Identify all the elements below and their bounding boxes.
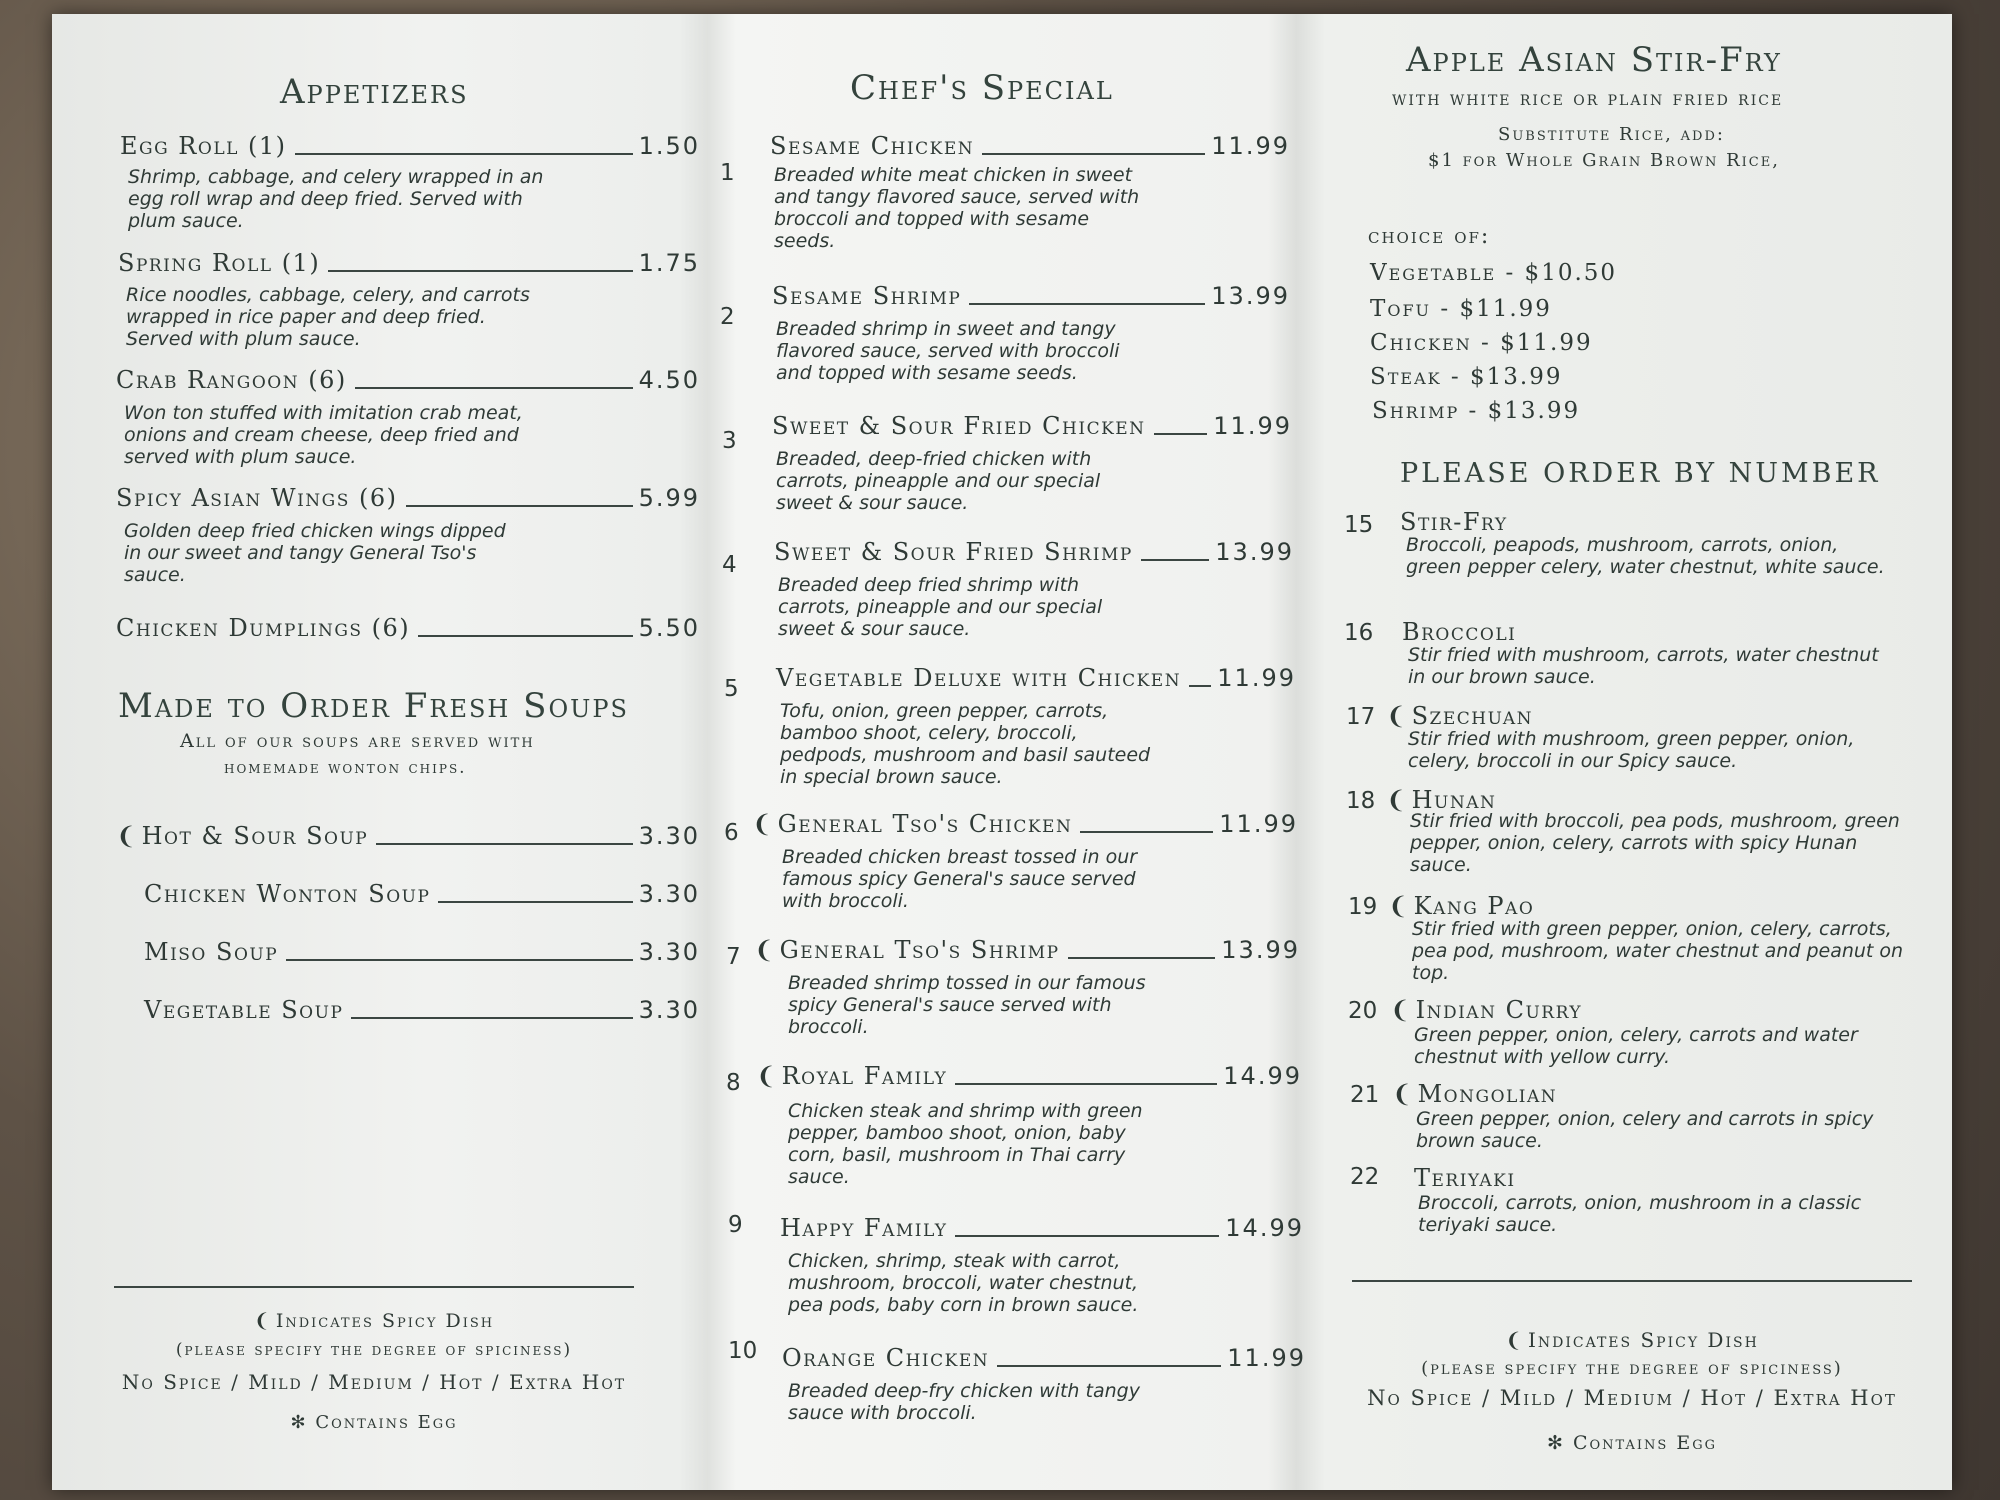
spiciness-note: (please specify the degree of spiciness) — [1421, 1358, 1843, 1379]
item-name — [1392, 1080, 1557, 1108]
item-name: Crab Rangoon (6) — [116, 366, 347, 394]
menu-item — [120, 132, 700, 160]
item-name — [116, 822, 368, 850]
chili-icon: ❨ — [756, 1062, 778, 1090]
item-number: 7 — [726, 944, 741, 970]
choice-label: choice of: — [1368, 224, 1491, 249]
item-name: Vegetable Deluxe with Chicken — [776, 664, 1182, 692]
item-name-text: General Tso's Chicken — [777, 810, 1073, 838]
menu-item — [118, 249, 700, 277]
item-name: Happy Family — [780, 1214, 948, 1242]
item-name: Miso Soup — [144, 938, 279, 966]
item-description: Golden deep fried chicken wings dipped in our sweet and tangy General Tso's sauce. — [124, 520, 506, 586]
item-description: Breaded shrimp tossed in our famous spicy General's sauce served with broccoli. — [788, 972, 1146, 1038]
leader-line — [1154, 433, 1208, 435]
spicy-legend-text: Indicates Spicy Dish — [275, 1310, 495, 1332]
egg-legend — [114, 1412, 634, 1433]
item-price: 3.30 — [638, 822, 700, 850]
item-number: 17 — [1346, 704, 1376, 730]
item-name: Sweet & Sour Fried Chicken — [772, 412, 1146, 440]
menu-item — [116, 822, 700, 850]
leader-line — [406, 505, 633, 507]
item-name: Stir-Fry — [1400, 508, 1508, 536]
menu-item — [774, 538, 1294, 566]
leader-line — [982, 153, 1205, 155]
item-name-text: Mongolian — [1417, 1080, 1558, 1108]
item-name-text: Indian Curry — [1415, 996, 1583, 1024]
menu-item — [1388, 892, 1534, 920]
item-description: Green pepper, onion, celery and carrots in spicy brown sauce. — [1416, 1108, 1874, 1152]
menu-item — [144, 880, 700, 908]
spicy-legend — [1352, 1328, 1912, 1352]
item-name: Orange Chicken — [782, 1344, 990, 1372]
chili-icon: ❨ — [1386, 786, 1408, 814]
egg-legend — [1352, 1432, 1912, 1454]
item-name-text: Hunan — [1411, 786, 1497, 814]
chili-icon: ❨ — [253, 1310, 272, 1332]
leader-line — [1141, 559, 1209, 561]
star-icon: ✻ — [1547, 1432, 1565, 1454]
item-name: Vegetable Soup — [144, 996, 344, 1024]
leader-line — [418, 635, 632, 637]
item-description: Shrimp, cabbage, and celery wrapped in an egg roll wrap and deep fried. Served with plum sauce. — [128, 166, 544, 232]
soups-title: Made to Order Fresh Soups — [118, 686, 629, 726]
divider — [114, 1286, 634, 1288]
item-description: Breaded white meat chicken in sweet and tangy flavored sauce, served with broccoli and topped with sesame seeds. — [774, 164, 1140, 252]
item-name: Egg Roll (1) — [120, 132, 287, 160]
menu-item — [116, 614, 700, 642]
item-name: Sweet & Sour Fried Shrimp — [774, 538, 1133, 566]
chili-icon: ❨ — [1386, 702, 1408, 730]
soups-subtitle: All of our soups are served with — [180, 730, 535, 752]
item-name: Chicken Wonton Soup — [144, 880, 431, 908]
item-name: Sesame Shrimp — [772, 282, 962, 310]
item-number: 5 — [724, 676, 739, 702]
item-name-text: Royal Family — [781, 1062, 948, 1090]
item-name-text: General Tso's Shrimp — [779, 936, 1060, 964]
item-number: 6 — [724, 820, 739, 846]
item-description: Breaded deep fried shrimp with carrots, pineapple and our special sweet & sour sauce. — [778, 574, 1103, 640]
item-description: Broccoli, carrots, onion, mushroom in a classic teriyaki sauce. — [1418, 1192, 1862, 1236]
spicy-legend — [114, 1310, 634, 1332]
item-name — [1386, 702, 1533, 730]
item-number: 3 — [722, 428, 737, 454]
leader-line — [1080, 831, 1213, 833]
item-description: Chicken, shrimp, steak with carrot, mushroom, broccoli, water chestnut, pea pods, baby corn in brown sauce. — [788, 1250, 1139, 1316]
leader-line — [295, 153, 633, 155]
item-description: Breaded shrimp in sweet and tangy flavored sauce, served with broccoli and topped with sesame seeds. — [776, 318, 1120, 384]
menu-item — [144, 938, 700, 966]
leader-line — [328, 270, 632, 272]
substitute-note: Substitute Rice, add: — [1498, 124, 1725, 145]
item-number: 15 — [1344, 512, 1374, 538]
item-number: 8 — [726, 1070, 741, 1096]
menu-item — [1390, 996, 1582, 1024]
menu-item — [1400, 508, 1508, 536]
item-description: Stir fried with mushroom, green pepper, onion, celery, broccoli in our Spicy sauce. — [1408, 728, 1855, 772]
item-price: 3.30 — [638, 996, 700, 1024]
egg-legend-text: Contains Egg — [315, 1412, 458, 1433]
item-number: 22 — [1350, 1164, 1380, 1190]
item-name-text: Kang Pao — [1413, 892, 1535, 920]
choice-item: Chicken - $11.99 — [1370, 330, 1593, 356]
item-number: 10 — [728, 1338, 758, 1364]
item-number: 19 — [1348, 894, 1378, 920]
item-name-text: Hot & Sour Soup — [141, 822, 369, 850]
item-price: 3.30 — [638, 880, 700, 908]
item-name: Spicy Asian Wings (6) — [116, 484, 398, 512]
item-description: Rice noodles, cabbage, celery, and carrots wrapped in rice paper and deep fried. Served with plum sauce. — [126, 284, 530, 350]
menu-item — [770, 132, 1290, 160]
chili-icon: ❨ — [1505, 1328, 1524, 1352]
leader-line — [955, 1235, 1219, 1237]
item-description: Tofu, onion, green pepper, carrots, bamboo shoot, celery, broccoli, pedpods, mushroom and basil sauteed in special brown sauce. — [780, 700, 1151, 788]
menu-item — [1414, 1164, 1516, 1192]
item-price: 11.99 — [1227, 1344, 1306, 1372]
item-number: 2 — [720, 304, 735, 330]
item-name-text: Szechuan — [1411, 702, 1534, 730]
order-by-number: PLEASE ORDER BY NUMBER — [1400, 458, 1881, 489]
item-name — [1390, 996, 1582, 1024]
choice-item: Steak - $13.99 — [1370, 364, 1563, 390]
menu-item — [772, 412, 1292, 440]
item-price: 4.50 — [638, 366, 700, 394]
chili-icon: ❨ — [116, 822, 138, 850]
menu-item — [144, 996, 700, 1024]
item-number: 21 — [1350, 1082, 1380, 1108]
item-price: 13.99 — [1221, 936, 1300, 964]
item-price: 14.99 — [1225, 1214, 1304, 1242]
choice-item: Tofu - $11.99 — [1370, 296, 1552, 322]
stir-fry-title: Apple Asian Stir-Fry — [1406, 40, 1782, 80]
item-description: Chicken steak and shrimp with green pepper, bamboo shoot, onion, baby corn, basil, mushroom in Thai carry sauce. — [788, 1100, 1143, 1188]
soups-subtitle: homemade wonton chips. — [224, 758, 467, 778]
spiciness-note: (please specify the degree of spiciness) — [175, 1340, 573, 1360]
spiciness-levels: No Spice / Mild / Medium / Hot / Extra Hot — [121, 1370, 627, 1394]
menu-item — [776, 664, 1296, 692]
divider — [1352, 1280, 1912, 1282]
leader-line — [376, 843, 632, 845]
spicy-legend-text: Indicates Spicy Dish — [1527, 1328, 1759, 1352]
chefs-special-title: Chef's Special — [850, 68, 1114, 108]
item-description: Breaded chicken breast tossed in our famous spicy General's sauce served with broccoli. — [782, 846, 1138, 912]
item-price: 3.30 — [638, 938, 700, 966]
item-price: 11.99 — [1217, 664, 1296, 692]
leader-line — [438, 901, 632, 903]
item-name: Teriyaki — [1414, 1164, 1516, 1192]
leader-line — [351, 1017, 632, 1019]
item-price: 11.99 — [1211, 132, 1290, 160]
item-name — [1388, 892, 1534, 920]
item-price: 1.75 — [638, 249, 700, 277]
chili-icon: ❨ — [754, 936, 776, 964]
item-name — [754, 936, 1060, 964]
item-price: 11.99 — [1219, 810, 1298, 838]
leader-line — [1068, 957, 1216, 959]
chili-icon: ❨ — [1388, 892, 1410, 920]
appetizers-title: Appetizers — [280, 72, 469, 112]
menu-item — [752, 810, 1298, 838]
chili-icon: ❨ — [1390, 996, 1412, 1024]
menu-item — [116, 484, 700, 512]
menu-item — [1392, 1080, 1557, 1108]
item-price: 11.99 — [1213, 412, 1292, 440]
leader-line — [355, 387, 633, 389]
item-name — [756, 1062, 947, 1090]
choice-item: Shrimp - $13.99 — [1372, 398, 1581, 424]
menu-item — [756, 1062, 1302, 1090]
item-number: 4 — [722, 552, 737, 578]
item-price: 14.99 — [1223, 1062, 1302, 1090]
spiciness-levels: No Spice / Mild / Medium / Hot / Extra Hot — [1367, 1386, 1897, 1410]
item-description: Stir fried with green pepper, onion, celery, carrots, pea pod, mushroom, water chestnut and peanut on top. — [1412, 918, 1904, 984]
egg-legend-text: Contains Egg — [1572, 1432, 1717, 1454]
chili-icon: ❨ — [1392, 1080, 1414, 1108]
item-description: Green pepper, onion, celery, carrots and water chestnut with yellow curry. — [1414, 1024, 1858, 1068]
item-description: Breaded deep-fry chicken with tangy sauce with broccoli. — [788, 1380, 1140, 1424]
leader-line — [955, 1083, 1217, 1085]
item-price: 1.50 — [638, 132, 700, 160]
leader-line — [286, 959, 632, 961]
menu-item — [782, 1344, 1306, 1372]
menu-sheet — [52, 14, 1952, 1490]
item-price: 13.99 — [1215, 538, 1294, 566]
item-price: 13.99 — [1211, 282, 1290, 310]
item-name: Chicken Dumplings (6) — [116, 614, 411, 642]
item-price: 5.50 — [638, 614, 700, 642]
item-number: 18 — [1346, 788, 1376, 814]
item-number: 16 — [1344, 620, 1374, 646]
star-icon: ✻ — [290, 1412, 308, 1433]
stir-fry-subtitle: with white rice or plain fried rice — [1392, 86, 1784, 110]
item-description: Won ton stuffed with imitation crab meat, onions and cream cheese, deep fried and served with plum sauce. — [124, 402, 523, 468]
substitute-note: $1 for Whole Grain Brown Rice, — [1428, 150, 1780, 171]
item-description: Stir fried with broccoli, pea pods, mushroom, green pepper, onion, celery, carrots with spicy Hunan sauce. — [1410, 810, 1900, 876]
item-description: Stir fried with mushroom, carrots, water chestnut in our brown sauce. — [1408, 644, 1879, 688]
leader-line — [1189, 685, 1211, 687]
item-number: 1 — [720, 160, 735, 186]
chili-icon: ❨ — [752, 810, 774, 838]
menu-item — [116, 366, 700, 394]
leader-line — [997, 1365, 1221, 1367]
item-description: Breaded, deep-fried chicken with carrots, pineapple and our special sweet & sour sauce. — [776, 448, 1101, 514]
leader-line — [969, 303, 1205, 305]
item-name: Spring Roll (1) — [118, 249, 321, 277]
menu-item — [1386, 702, 1533, 730]
menu-item — [754, 936, 1300, 964]
item-number: 9 — [728, 1212, 743, 1238]
menu-item — [1402, 618, 1516, 646]
item-number: 20 — [1348, 998, 1378, 1024]
item-description: Broccoli, peapods, mushroom, carrots, onion, green pepper celery, water chestnut, white sauce. — [1406, 534, 1885, 578]
choice-item: Vegetable - $10.50 — [1370, 260, 1618, 286]
item-price: 5.99 — [638, 484, 700, 512]
menu-item — [780, 1214, 1304, 1242]
item-name: Broccoli — [1402, 618, 1517, 646]
item-name — [752, 810, 1072, 838]
item-name: Sesame Chicken — [770, 132, 975, 160]
menu-item — [772, 282, 1290, 310]
